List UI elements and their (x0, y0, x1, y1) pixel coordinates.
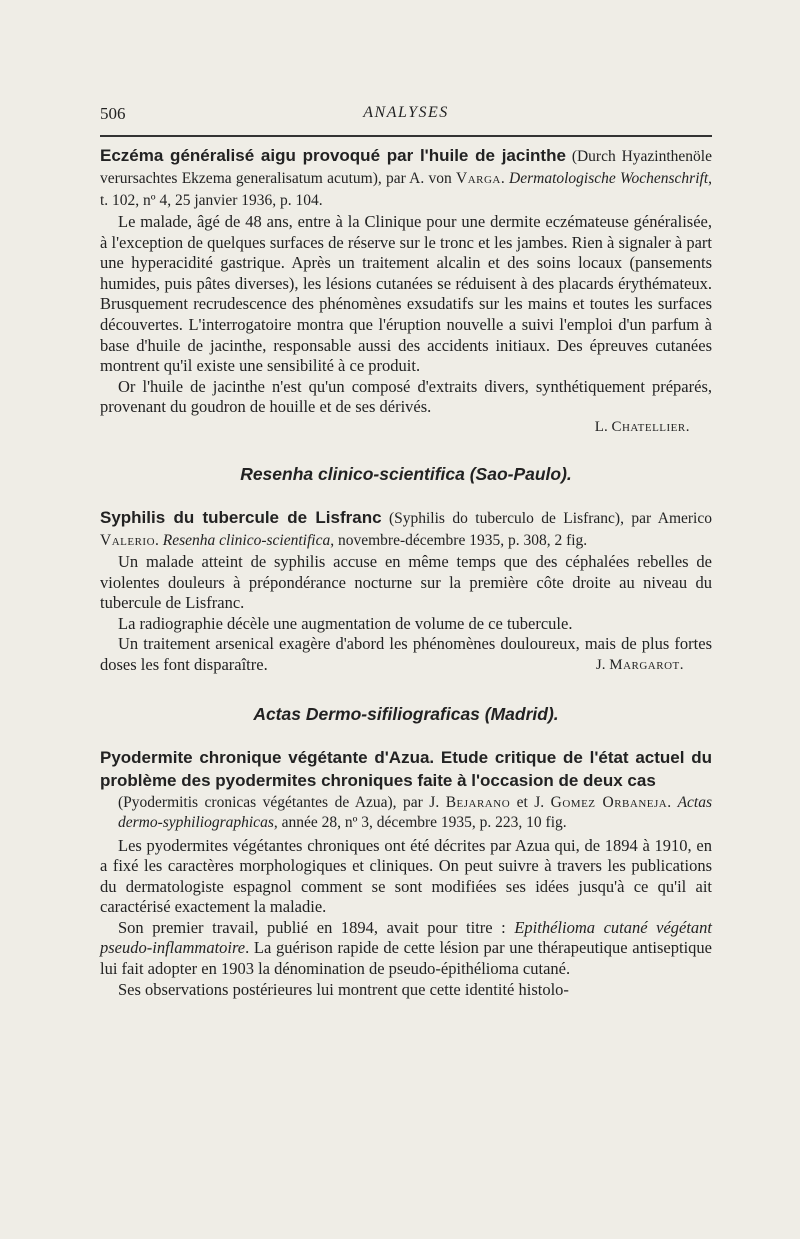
journal-name: Dermatologische Wochenschrift (509, 170, 709, 187)
journal-name: Resenha clinico-scientifica (162, 531, 331, 549)
paragraph: Un malade atteint de syphilis accuse en même temps que des céphalées rebelles de violentes douleurs à prépondérance nocturne sur la première côte droite au niveau du tubercule de Lisfranc. (100, 551, 712, 613)
paragraph: Son premier travail, publié en 1894, avait pour titre : Epithélioma cutané végétant pseudo-inflammatoire. La guérison rapide de cette lésion par une thérapeutique antiseptique lui fait adopter en 1903 la dénomination de pseudo-épithélioma cutané. (100, 917, 713, 979)
article-title: Pyodermite chronique végétante d'Azua. Etude critique de l'état actuel du problème des pyodermites chroniques faite à l'occasion de deux cas (100, 747, 712, 790)
article-title: Syphilis du tubercule de Lisfranc (100, 507, 382, 527)
page-header (100, 104, 712, 128)
author-name: Bejarano (445, 793, 511, 811)
article-reference: (Pyodermitis cronicas végétantes de Azua), par J. Bejarano et J. Gomez Orbaneja. Actas dermo-syphiliographicas, année 28, nº 3, décembre 1935, p. 223, 10 fig. (118, 793, 713, 831)
journal-name: Actas dermo-syphiliographicas (118, 793, 713, 831)
article-reference: Eczéma généralisé aigu provoqué par l'huile de jacinthe (Durch Hyazinthenöle verursachtes Ekzema generalisatum acutum), par A. von Varga. Dermatologische Wochenschrift, t. 102, nº 4, 25 janvier 1936, p. 104. (100, 146, 713, 209)
running-title: ANALYSES (363, 104, 449, 121)
section-heading: Actas Dermo-sifiliograficas (Madrid). (253, 703, 559, 724)
article-syphilis (100, 507, 712, 676)
article-title: Eczéma généralisé aigu provoqué par l'huile de jacinthe (100, 146, 566, 165)
page-content (100, 145, 712, 1000)
paragraph: Le malade, âgé de 48 ans, entre à la Clinique pour une dermite eczémateuse généralisée, à l'exception de quelques surfaces de réserve sur le tronc et les jambes. Rien à signaler à part une hyperacidité gastrique. Après un traitement alcalin et des soins locaux (pansements humides, puis pâtes diverses), les lésions cutanées se réduisent à des placards érythémateux. Brusquement recrudescence des phénomènes exsudatifs sur les mains et toutes les surfaces découvertes. L'interrogatoire montra que l'éruption nouvelle a suivi l'emploi d'un parfum à base d'huile de jacinthe, responsable aussi des accidents initiaux. Des épreuves cutanées montrent qu'il existe une sensibilité à ce produit. (100, 212, 712, 376)
article-pyodermite (100, 747, 712, 1001)
paragraph: Les pyodermites végétantes chroniques ont été décrites par Azua qui, de 1894 à 1910, en a fixé les caractères morphologiques et cliniques. On peut suivre à travers les publications du dermatologiste espagnol comment se sont modifiées ses idées jusqu'à ce qu'il ait caractérisé exactement la maladie. (100, 835, 712, 917)
author-name: Valerio (100, 531, 156, 549)
article-reference: Syphilis du tubercule de Lisfranc (Syphilis do tuberculo de Lisfranc), par Americo Valerio. Resenha clinico-scientifica, novembre-décembre 1935, p. 308, 2 fig. (100, 507, 712, 549)
paragraph: La radiographie décèle une augmentation de volume de ce tubercule. (118, 613, 573, 633)
paragraph: Ses observations postérieures lui montrent que cette identité histolo- (118, 979, 569, 999)
signature: J. Margarot. (595, 656, 684, 673)
author-name: Varga (456, 170, 501, 187)
signature: L. Chatellier. (594, 418, 690, 435)
section-heading: Resenha clinico-scientifica (Sao-Paulo). (240, 463, 572, 484)
article-eczema (100, 145, 712, 436)
paragraph: Or l'huile de jacinthe n'est qu'un composé d'extraits divers, synthétiquement préparés, provenant du goudron de houille et de ses dérivés. (100, 376, 712, 417)
page-number: 506 (100, 104, 126, 123)
paragraph: Un traitement arsenical exagère d'abord les phénomènes douloureux, mais de plus fortes doses les font disparaître. J. Margarot. (100, 634, 712, 674)
author-name: Gomez Orbaneja (550, 793, 668, 811)
header-rule (100, 135, 712, 137)
